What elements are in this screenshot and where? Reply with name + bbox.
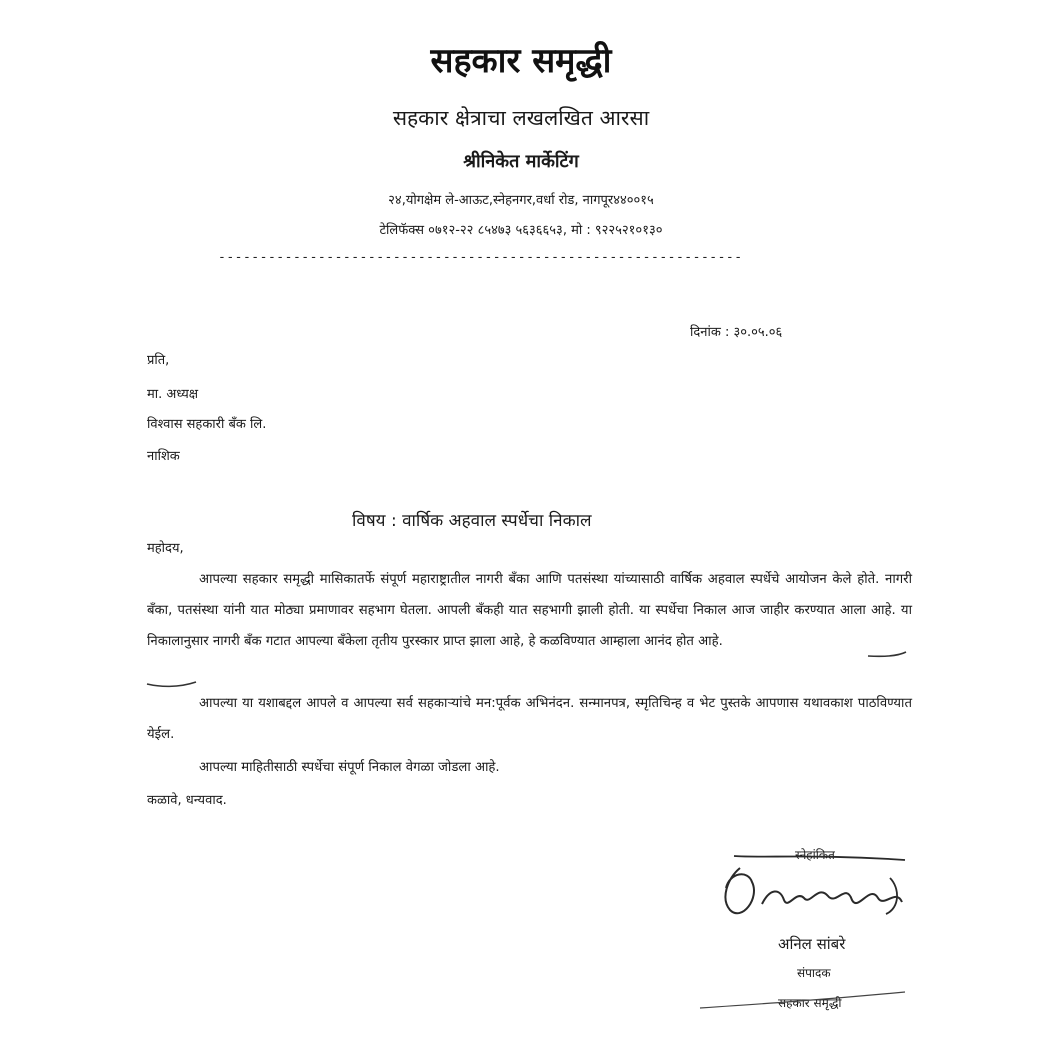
letterhead-phone: टेलिफॅक्स ०७१२-२२ ८५४७३ ५६३६६५३, मो : ९२२५२१०१३० xyxy=(379,223,663,238)
recipient-bank: विश्वास सहकारी बँक लि. xyxy=(147,417,267,432)
recipient-addressee: मा. अध्यक्ष xyxy=(147,387,199,402)
letter-closing: कळावे, धन्यवाद. xyxy=(147,793,227,808)
recipient-prati: प्रति, xyxy=(147,353,170,368)
signer-name: अनिल सांबरे xyxy=(778,935,846,953)
letter-date: दिनांक : ३०.०५.०६ xyxy=(690,325,783,340)
body-paragraph-3: आपल्या माहितीसाठी स्पर्धेचा संपूर्ण निकाल वेगळा जोडला आहे. xyxy=(199,760,500,775)
signer-organization: सहकार समृद्धी xyxy=(778,996,842,1010)
letterhead-address: २४,योगक्षेम ले-आऊट,स्नेहनगर,वर्धा रोड, नागपूर४४००१५ xyxy=(388,193,654,208)
body-paragraph-1: आपल्या सहकार समृद्धी मासिकातर्फे संपूर्ण महाराष्ट्रातील नागरी बँका आणि पतसंस्था यांच्यासाठी वार्षिक अहवाल स्पर्धेचे आयोजन केले होते. नागरी बँका, पतसंस्था यांनी यात मोठ्या प्रमाणावर सहभाग घेतला. आपली बँकही यात सहभागी झाली होती. या स्पर्धेचा निकाल आज जाहीर करण्यात आला आहे. या निकालानुसार नागरी बँक गटात आपल्या बँकेला तृतीय पुरस्कार प्राप्त झाला आहे, हे कळविण्यात आम्हाला आनंद होत आहे. xyxy=(147,572,912,649)
letter-salutation: महोदय, xyxy=(147,541,184,556)
signer-role: संपादक xyxy=(797,966,831,980)
letterhead-tagline: सहकार क्षेत्राचा लखलखित आरसा xyxy=(392,106,650,130)
letter-subject: विषय : वार्षिक अहवाल स्पर्धेचा निकाल xyxy=(352,511,592,531)
body-paragraph-2: आपल्या या यशाबद्दल आपले व आपल्या सर्व सहकाऱ्यांचे मन:पूर्वक अभिनंदन. सन्मानपत्र, स्मृतिचिन्ह व भेट पुस्तके आपणास यथावकाश पाठविण्यात येईल. xyxy=(147,696,912,742)
signature-regards: स्नेहांकित xyxy=(795,848,835,862)
letterhead-divider: --------------------------------------------------------------- xyxy=(218,250,743,265)
recipient-city: नाशिक xyxy=(147,449,180,464)
handwritten-signature xyxy=(700,848,920,932)
letterhead-title: सहकार समृद्धी xyxy=(430,41,612,81)
letterhead-company: श्रीनिकेत मार्केटिंग xyxy=(463,151,579,172)
